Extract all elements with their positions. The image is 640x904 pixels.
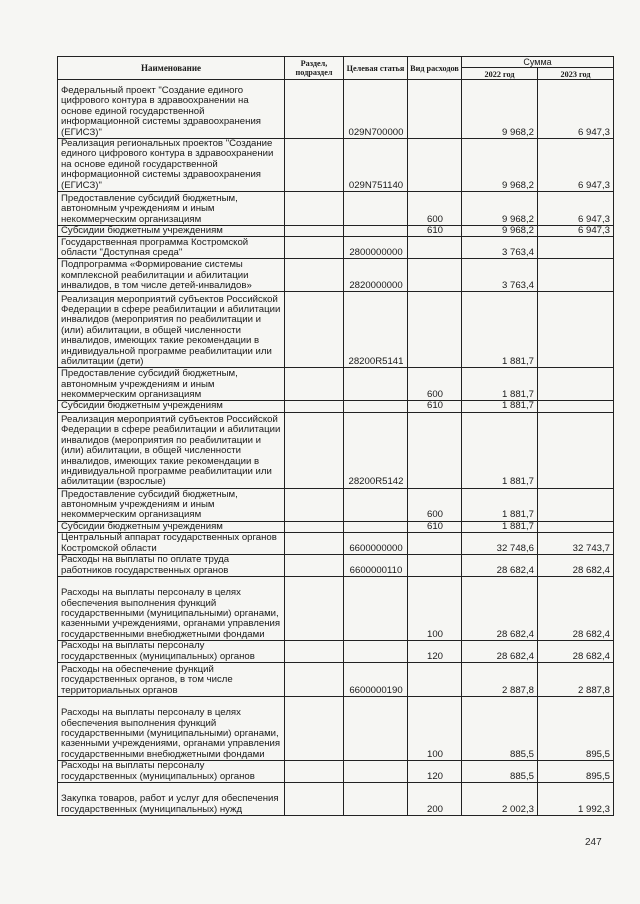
cell-sum-2022: 1 881,7 [462,368,538,401]
table-row [58,761,614,783]
table-row [58,139,614,192]
header-sum: Сумма [462,57,614,68]
cell-name: Государственная программа Костромской области "Доступная среда" [58,237,285,259]
cell-sum-2022: 32 748,6 [462,533,538,555]
table-row [58,521,614,532]
cell-sum-2023: 28 682,4 [538,641,614,663]
cell-name: Предоставление субсидий бюджетным, автономным учреждениям и иным некоммерческим организациям [58,368,285,401]
cell-target: 2800000000 [344,237,408,259]
cell-kind: 200 [408,783,462,816]
cell-sum-2023: 28 682,4 [538,577,614,641]
header-year-2022: 2022 год [462,68,538,80]
cell-sum-2023 [538,488,614,521]
cell-section [285,783,344,816]
cell-sum-2022: 28 682,4 [462,641,538,663]
cell-sum-2023: 895,5 [538,761,614,783]
cell-kind: 120 [408,641,462,663]
cell-target [344,192,408,226]
cell-name: Субсидии бюджетным учреждениям [58,226,285,237]
cell-target: 029N751140 [344,139,408,192]
table-row [58,577,614,641]
table-row [58,783,614,816]
cell-sum-2022: 1 881,7 [462,401,538,412]
cell-sum-2022: 2 887,8 [462,663,538,697]
cell-kind [408,292,462,368]
cell-sum-2022: 1 881,7 [462,488,538,521]
table-row [58,641,614,663]
cell-target [344,368,408,401]
cell-target [344,577,408,641]
cell-sum-2022: 9 968,2 [462,80,538,139]
cell-kind [408,663,462,697]
cell-name: Субсидии бюджетным учреждениям [58,521,285,532]
cell-kind [408,412,462,488]
table-row [58,401,614,412]
cell-sum-2023 [538,259,614,292]
cell-section [285,761,344,783]
table-row [58,292,614,368]
cell-name: Субсидии бюджетным учреждениям [58,401,285,412]
cell-section [285,521,344,532]
cell-sum-2023: 28 682,4 [538,555,614,577]
table-row [58,226,614,237]
cell-section [285,237,344,259]
cell-section [285,412,344,488]
cell-kind [408,259,462,292]
cell-sum-2022: 3 763,4 [462,259,538,292]
cell-sum-2023 [538,368,614,401]
cell-sum-2022: 28 682,4 [462,577,538,641]
cell-name: Реализация региональных проектов "Создание единого цифрового контура в здравоохранении на основе единой государственной информационной системы здравоохранения (ЕГИСЗ)" [58,139,285,192]
cell-sum-2022: 885,5 [462,697,538,761]
cell-sum-2022: 1 881,7 [462,521,538,532]
cell-target: 6600000110 [344,555,408,577]
cell-section [285,292,344,368]
cell-kind: 100 [408,577,462,641]
cell-kind: 610 [408,521,462,532]
budget-table [57,56,614,816]
table-row [58,412,614,488]
cell-name: Расходы на выплаты персоналу в целях обеспечения выполнения функций государственными (муниципальными) органами, казенными учреждениями, органами управления государственными внебюджетными фондами [58,577,285,641]
cell-sum-2023 [538,521,614,532]
cell-name: Подпрограмма «Формирование системы комплексной реабилитации и абилитации инвалидов, в том числе детей-инвалидов» [58,259,285,292]
cell-kind [408,80,462,139]
table-row [58,555,614,577]
cell-target [344,488,408,521]
table-body [58,80,614,816]
cell-name: Расходы на выплаты персоналу государственных (муниципальных) органов [58,761,285,783]
table-row [58,488,614,521]
cell-section [285,368,344,401]
cell-kind [408,237,462,259]
cell-sum-2022: 9 968,2 [462,226,538,237]
cell-sum-2023: 2 887,8 [538,663,614,697]
cell-section [285,488,344,521]
table-row [58,192,614,226]
cell-name: Центральный аппарат государственных органов Костромской области [58,533,285,555]
table-row [58,697,614,761]
cell-target: 6600000000 [344,533,408,555]
cell-section [285,697,344,761]
cell-section [285,533,344,555]
header-kind: Вид расходов [408,57,462,80]
cell-name: Предоставление субсидий бюджетным, автономным учреждениям и иным некоммерческим организациям [58,192,285,226]
cell-section [285,577,344,641]
cell-name: Федеральный проект "Создание единого цифрового контура в здравоохранении на основе единой государственной информационной системы здравоохранения (ЕГИСЗ)" [58,80,285,139]
page-number: 247 [585,837,602,848]
cell-sum-2023: 895,5 [538,697,614,761]
cell-sum-2023: 6 947,3 [538,139,614,192]
cell-name: Закупка товаров, работ и услуг для обеспечения государственных (муниципальных) нужд [58,783,285,816]
cell-section [285,555,344,577]
cell-target [344,226,408,237]
cell-section [285,139,344,192]
cell-name: Расходы на выплаты персоналу в целях обеспечения выполнения функций государственными (муниципальными) органами, казенными учреждениями, органами управления государственными внебюджетными фондами [58,697,285,761]
header-year-2023: 2023 год [538,68,614,80]
cell-section [285,226,344,237]
cell-target: 029N700000 [344,80,408,139]
cell-kind: 610 [408,226,462,237]
cell-section [285,80,344,139]
cell-name: Расходы на выплаты персоналу государственных (муниципальных) органов [58,641,285,663]
cell-sum-2022: 885,5 [462,761,538,783]
cell-kind: 100 [408,697,462,761]
cell-target [344,641,408,663]
cell-kind: 600 [408,368,462,401]
cell-name: Реализация мероприятий субъектов Российской Федерации в сфере реабилитации и абилитации инвалидов (мероприятия по реабилитации и (или) абилитации, в общей численности инвалидов, имеющих такие рекомендации в индивидуальной программе реабилитации или абилитации (дети) [58,292,285,368]
cell-sum-2022: 9 968,2 [462,192,538,226]
cell-section [285,259,344,292]
cell-target [344,401,408,412]
cell-sum-2022: 2 002,3 [462,783,538,816]
cell-sum-2023 [538,292,614,368]
cell-sum-2022: 1 881,7 [462,292,538,368]
cell-target: 28200R5141 [344,292,408,368]
cell-target [344,783,408,816]
cell-kind: 120 [408,761,462,783]
cell-section [285,663,344,697]
cell-kind: 600 [408,488,462,521]
cell-target: 6600000190 [344,663,408,697]
cell-sum-2022: 1 881,7 [462,412,538,488]
cell-sum-2022: 9 968,2 [462,139,538,192]
table-row [58,80,614,139]
cell-target [344,521,408,532]
cell-section [285,192,344,226]
cell-sum-2022: 3 763,4 [462,237,538,259]
cell-sum-2023 [538,401,614,412]
cell-kind: 610 [408,401,462,412]
cell-target [344,697,408,761]
cell-name: Расходы на выплаты по оплате труда работников государственных органов [58,555,285,577]
header-target: Целевая статья [344,57,408,80]
cell-name: Предоставление субсидий бюджетным, автономным учреждениям и иным некоммерческим организациям [58,488,285,521]
cell-kind [408,555,462,577]
table-row [58,663,614,697]
cell-kind [408,533,462,555]
cell-target: 2820000000 [344,259,408,292]
cell-sum-2023 [538,237,614,259]
cell-section [285,401,344,412]
table-row [58,259,614,292]
cell-target: 28200R5142 [344,412,408,488]
cell-target [344,761,408,783]
cell-name: Расходы на обеспечение функций государственных органов, в том числе территориальных органов [58,663,285,697]
cell-sum-2023: 1 992,3 [538,783,614,816]
cell-name: Реализация мероприятий субъектов Российской Федерации в сфере реабилитации и абилитации инвалидов (мероприятия по реабилитации и (или) абилитации, в общей численности инвалидов, имеющих такие рекомендации в индивидуальной программе реабилитации или абилитации (взрослые) [58,412,285,488]
cell-kind: 600 [408,192,462,226]
table-row [58,368,614,401]
cell-sum-2023 [538,412,614,488]
table-header [58,57,614,80]
cell-kind [408,139,462,192]
cell-sum-2023: 6 947,3 [538,226,614,237]
header-section: Раздел, подраздел [285,57,344,80]
cell-sum-2023: 6 947,3 [538,192,614,226]
table-row [58,237,614,259]
cell-section [285,641,344,663]
cell-sum-2023: 6 947,3 [538,80,614,139]
header-name: Наименование [58,57,285,80]
cell-sum-2022: 28 682,4 [462,555,538,577]
table-row [58,533,614,555]
cell-sum-2023: 32 743,7 [538,533,614,555]
